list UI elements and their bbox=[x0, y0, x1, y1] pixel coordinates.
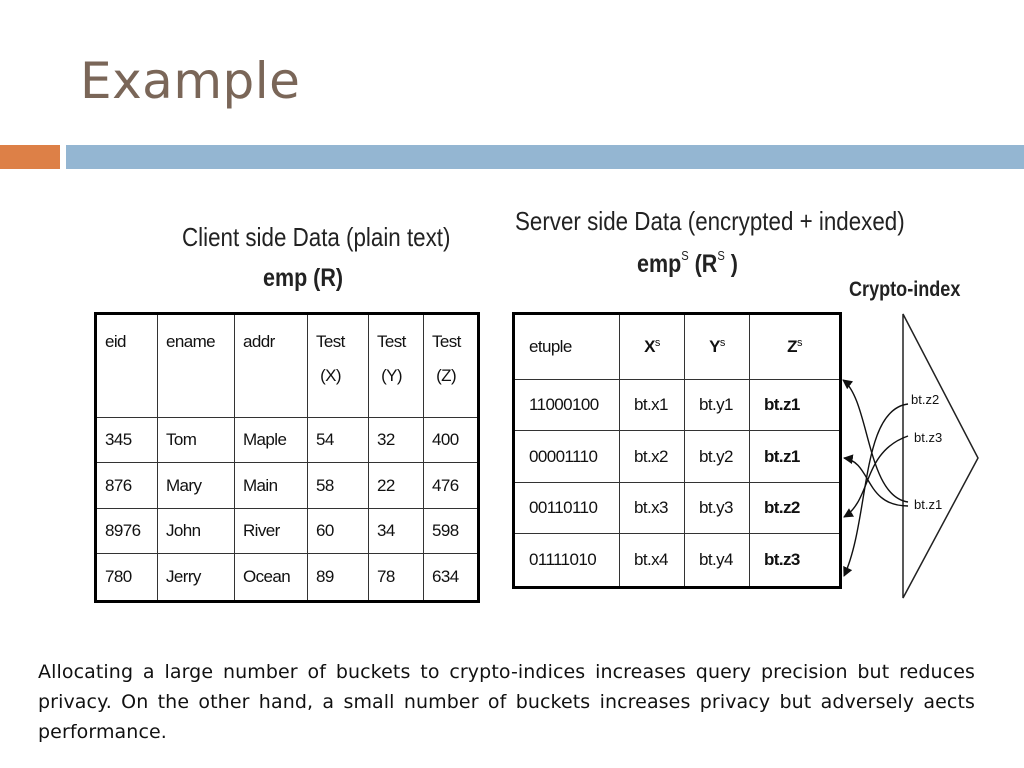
table-cell: bt.z2 bbox=[750, 482, 841, 533]
slide-title: Example bbox=[80, 52, 301, 110]
crypto-index-label: bt.z1 bbox=[914, 497, 943, 512]
client-header-cell: Test (Y) bbox=[369, 314, 424, 418]
server-header-cell: $Z^s$ bbox=[750, 314, 841, 380]
table-cell: 60 bbox=[308, 508, 369, 553]
table-cell: bt.z3 bbox=[750, 534, 841, 588]
table-cell: Main bbox=[235, 463, 308, 508]
table-cell: 22 bbox=[369, 463, 424, 508]
table-cell: 780 bbox=[96, 554, 158, 602]
table-cell: Tom bbox=[158, 418, 235, 463]
client-caption: Client side Data (plain text) bbox=[182, 222, 451, 252]
table-cell: 01111010 bbox=[514, 534, 620, 588]
server-relation-name: emp$^S$ ($R^S$ ) bbox=[637, 248, 738, 278]
crypto-index-label: bt.z2 bbox=[911, 392, 940, 407]
table-cell: bt.x3 bbox=[620, 482, 685, 533]
table-cell: 78 bbox=[369, 554, 424, 602]
accent-bar-orange bbox=[0, 145, 60, 169]
client-header-cell: Test (Z) bbox=[424, 314, 479, 418]
table-cell: bt.y3 bbox=[685, 482, 750, 533]
table-cell: bt.x4 bbox=[620, 534, 685, 588]
table-cell: 54 bbox=[308, 418, 369, 463]
table-cell: River bbox=[235, 508, 308, 553]
table-cell: bt.x2 bbox=[620, 431, 685, 482]
body-paragraph: Allocating a large number of buckets to crypto-indices increases query precision but reduces privacy. On the other hand, a small number of buckets increases privacy but adversely aects performance. bbox=[38, 661, 975, 743]
table-cell: 11000100 bbox=[514, 380, 620, 431]
server-table bbox=[512, 312, 842, 589]
table-cell: 400 bbox=[424, 418, 479, 463]
client-table bbox=[94, 312, 480, 603]
table-cell: 598 bbox=[424, 508, 479, 553]
table-cell: Ocean bbox=[235, 554, 308, 602]
table-row bbox=[96, 418, 479, 463]
client-header-cell: Test (X) bbox=[308, 314, 369, 418]
mapping-arrow bbox=[844, 404, 908, 576]
client-header-row bbox=[96, 314, 479, 418]
accent-bar-blue bbox=[66, 145, 1024, 169]
table-row bbox=[514, 380, 841, 431]
table-cell: 876 bbox=[96, 463, 158, 508]
table-cell: 00110110 bbox=[514, 482, 620, 533]
mapping-arrow bbox=[844, 436, 908, 517]
server-header-cell: $X^s$ bbox=[620, 314, 685, 380]
table-cell: 476 bbox=[424, 463, 479, 508]
table-row bbox=[96, 554, 479, 602]
crypto-index-caption: Crypto-index bbox=[849, 278, 961, 301]
mapping-arrow bbox=[843, 380, 908, 502]
table-cell: bt.y1 bbox=[685, 380, 750, 431]
table-cell: 89 bbox=[308, 554, 369, 602]
server-header-row bbox=[514, 314, 841, 380]
server-header-cell: etuple bbox=[514, 314, 620, 380]
table-row bbox=[96, 508, 479, 553]
table-cell: bt.y2 bbox=[685, 431, 750, 482]
client-relation-name: emp (R) bbox=[263, 264, 344, 292]
crypto-index-label: bt.z3 bbox=[914, 430, 943, 445]
table-cell: 58 bbox=[308, 463, 369, 508]
table-cell: John bbox=[158, 508, 235, 553]
table-cell: Jerry bbox=[158, 554, 235, 602]
table-cell: Mary bbox=[158, 463, 235, 508]
table-row bbox=[514, 431, 841, 482]
table-cell: 634 bbox=[424, 554, 479, 602]
table-cell: bt.z1 bbox=[750, 380, 841, 431]
client-header-cell: eid bbox=[96, 314, 158, 418]
table-row bbox=[514, 482, 841, 533]
table-cell: bt.y4 bbox=[685, 534, 750, 588]
table-row bbox=[96, 463, 479, 508]
table-cell: 8976 bbox=[96, 508, 158, 553]
table-cell: bt.z1 bbox=[750, 431, 841, 482]
table-cell: bt.x1 bbox=[620, 380, 685, 431]
client-header-cell: ename bbox=[158, 314, 235, 418]
table-cell: 345 bbox=[96, 418, 158, 463]
server-header-cell: $Y^s$ bbox=[685, 314, 750, 380]
mapping-arrow bbox=[844, 458, 908, 506]
client-header-cell: addr bbox=[235, 314, 308, 418]
table-cell: 32 bbox=[369, 418, 424, 463]
table-cell: 34 bbox=[369, 508, 424, 553]
server-caption: Server side Data (encrypted + indexed) bbox=[515, 206, 905, 236]
table-row bbox=[514, 534, 841, 588]
table-cell: Maple bbox=[235, 418, 308, 463]
table-cell: 00001110 bbox=[514, 431, 620, 482]
crypto-index-arrow-shape bbox=[903, 314, 978, 598]
